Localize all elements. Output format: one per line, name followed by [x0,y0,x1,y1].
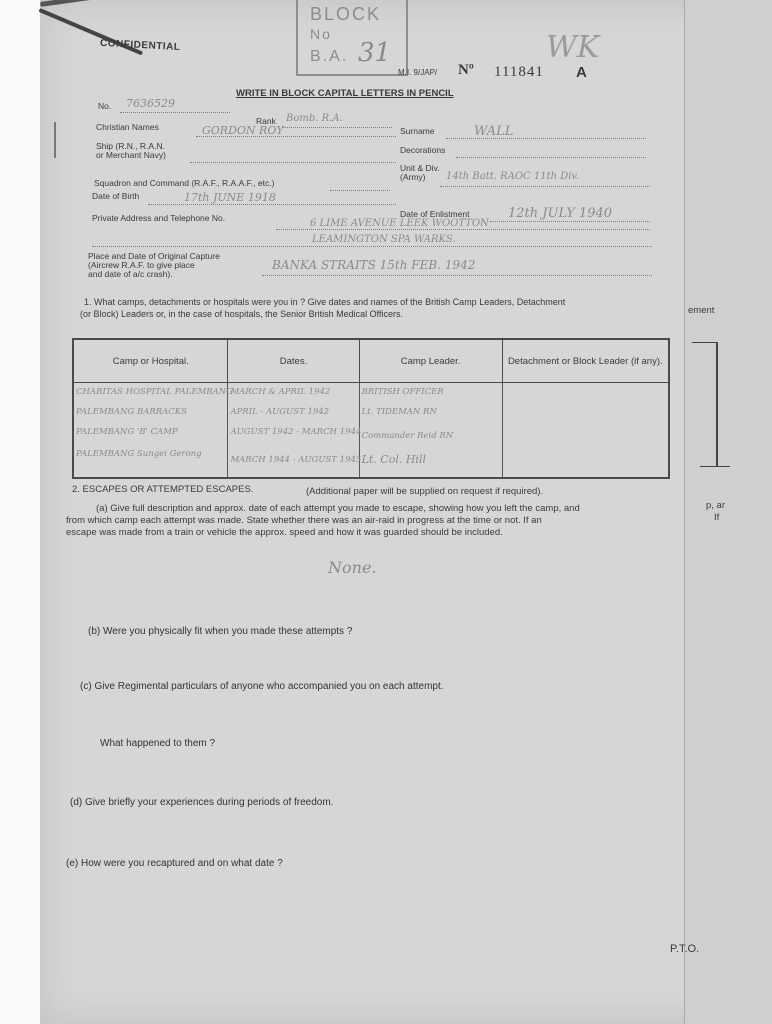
question-d: (d) Give briefly your experiences during periods of freedom. [70,797,334,808]
adjacent-rule-1 [692,342,718,343]
question-c: (c) Give Regimental particulars of anyone who accompanied you on each attempt. [80,681,444,692]
squadron-line [330,190,390,191]
camp-row-2: PALEMBANG BARRACKS [76,407,187,417]
question-c-followup: What happened to them ? [100,738,216,749]
capture-label-2: (Aircrew R.A.F. to give place [88,260,195,270]
question-b: (b) Were you physically fit when you made these attempts ? [88,626,353,637]
camps-table-header [73,339,669,383]
section1-question-line-1: 1. What camps, detachments or hospitals were you in ? Give dates and names of the British Camp Leaders, Detachment [84,297,566,307]
serial-suffix: A [576,64,587,81]
christian-names-value: GORDON ROY [202,124,284,137]
column-detachment-leader: Detachment or Block Leader (if any). [502,339,669,383]
dob-line [148,204,396,205]
rank-label: Rank [256,116,276,126]
camp-cell [73,383,233,479]
enlistment-value: 12th JULY 1940 [508,206,613,221]
camp-row-1: CHARITAS HOSPITAL PALEMBANG [76,387,233,397]
pto-label: P.T.O. [670,943,700,955]
decorations-label: Decorations [400,145,446,155]
rank-line [282,127,392,128]
serial-number: 111841 [494,64,544,80]
dob-value: 17th JUNE 1918 [184,191,276,204]
ship-line [190,162,396,163]
dates-cell [228,383,362,479]
answer-a: None. [328,558,377,577]
confidential-label: CONFIDENTIAL [99,37,181,54]
question-a-line-3: escape was made from a train or vehicle the approx. speed and how it was guarded should be included. [66,527,503,538]
form-reference: M.I. 9/JAP/ [398,68,438,77]
background-left [0,0,42,1024]
christian-names-label: Christian Names [96,122,159,132]
address-value-1: 6 LIME AVENUE LEEK WOOTTON [310,218,489,229]
camp-row-3: PALEMBANG 'B' CAMP [76,427,178,437]
address-line-2 [92,246,652,247]
address-line-1 [276,229,650,230]
leader-row-2: Lt. TIDEMAN RN [361,407,437,417]
surname-label: Surname [400,126,435,136]
stamp-number: 31 [358,38,392,68]
section2-heading: 2. ESCAPES OR ATTEMPTED ESCAPES. [72,484,254,495]
adjacent-text-1: ement [688,305,715,316]
rank-value: Bomb. R.A. [286,113,343,124]
unit-label-2: (Army) [400,172,426,182]
dates-row-4: MARCH 1944 - AUGUST 1945 [230,455,362,465]
leader-row-1: BRITISH OFFICER [361,387,444,397]
detachment-cell [502,383,669,479]
squadron-label: Squadron and Command (R.A.F., R.A.A.F., etc.) [94,178,275,188]
question-e: (e) How were you recaptured and on what date ? [66,858,283,869]
leader-cell [359,383,502,479]
unit-line [440,186,650,187]
column-camp-or-hospital: Camp or Hospital. [73,339,228,383]
dates-row-1: MARCH & APRIL 1942 [230,387,331,397]
adjacent-page [684,0,772,1024]
page-curl [40,122,56,158]
stamp-line-3: B.A. [310,48,349,65]
service-number-line [120,112,230,113]
camps-table [72,338,670,479]
stamp-line-1: BLOCK [310,4,382,24]
capture-line [262,275,652,276]
serial-prefix: Nº [458,62,474,78]
dob-label: Date of Birth [92,191,140,201]
unit-label-1: Unit & Div. [400,163,440,173]
adjacent-rule-2 [716,342,718,466]
instruction-heading: WRITE IN BLOCK CAPITAL LETTERS IN PENCIL [236,88,454,99]
adjacent-text-3: If [714,512,720,523]
capture-label-3: and date of a/c crash). [88,269,173,279]
unit-value: 14th Batt. RAOC 11th Div. [446,171,580,182]
decorations-line [456,157,646,158]
service-number-value: 7636529 [126,97,175,110]
capture-label-1: Place and Date of Original Capture [88,251,220,261]
section1-question-line-2: (or Block) Leaders or, in the case of hospitals, the Senior British Medical Officers. [80,309,403,319]
enlistment-label: Date of Enlistment [400,209,470,219]
leader-row-4: Lt. Col. Hill [361,453,426,466]
question-a-line-1: (a) Give full description and approx. date of each attempt you made to escape, showing how you left the camp, and [96,503,580,514]
surname-value: WALL [474,124,514,139]
ship-label-1: Ship (R.N., R.A.N. [96,141,165,151]
initials-signature: WK [546,30,600,65]
adjacent-text-2: p, ar [706,500,726,511]
capture-value: BANKA STRAITS 15th FEB. 1942 [272,258,476,272]
camp-row-4: PALEMBANG Sungei Gerong [76,449,202,459]
dates-row-2: APRIL - AUGUST 1942 [230,407,330,417]
ship-label-2: or Merchant Navy) [96,150,166,160]
address-label: Private Address and Telephone No. [92,213,226,223]
leader-row-3: Commander Reid RN [361,431,454,441]
service-number-label: No. [98,101,112,111]
question-a-line-2: from which camp each attempt was made. State whether there was an air-raid in progress at the time or not. If an [66,515,542,526]
address-value-2: LEAMINGTON SPA WARKS. [312,234,456,245]
adjacent-rule-3 [700,466,730,467]
column-camp-leader: Camp Leader. [359,339,502,383]
enlistment-line [490,221,650,222]
section2-heading-note: (Additional paper will be supplied on request if required). [306,486,544,497]
dates-row-3: AUGUST 1942 - MARCH 1944 [230,427,362,437]
stamp-line-2: No [310,26,332,42]
column-dates: Dates. [228,339,359,383]
camps-table-body [73,383,669,479]
